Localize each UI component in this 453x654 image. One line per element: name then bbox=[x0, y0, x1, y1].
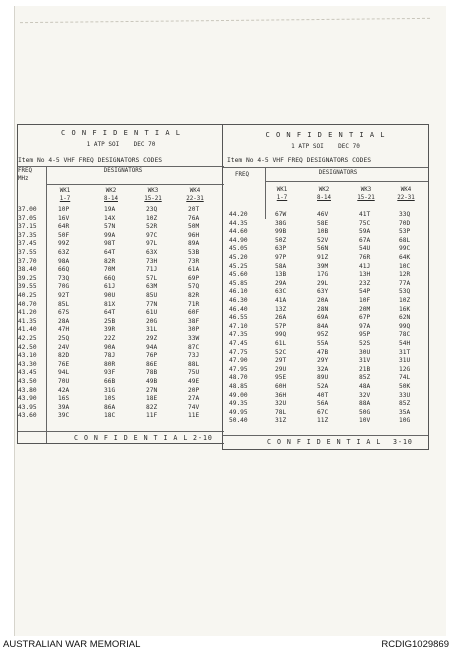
right-code-cell: 67A bbox=[359, 236, 371, 244]
left-code-cell: 66B bbox=[104, 378, 116, 385]
left-code-cell: 97L bbox=[146, 240, 158, 248]
left-footer-confidential: C O N F I D E N T I A L bbox=[74, 434, 189, 442]
right-code-cell: 50G bbox=[359, 408, 371, 416]
left-freq-divider bbox=[46, 166, 47, 443]
left-freq-cell: 37.70 bbox=[18, 257, 37, 265]
right-code-cell: 53P bbox=[399, 228, 411, 236]
right-freq-cell: 49.35 bbox=[229, 400, 248, 408]
left-code-cell: 29Z bbox=[146, 335, 158, 342]
left-code-cell: 75U bbox=[188, 369, 200, 377]
left-week-range: 22-31 bbox=[186, 196, 204, 202]
left-code-cell: 28A bbox=[58, 317, 70, 325]
left-freq-cell: 43.95 bbox=[18, 403, 37, 411]
left-code-cell: 90U bbox=[104, 292, 116, 299]
left-code-cell: 81X bbox=[104, 300, 116, 308]
right-code-cell: 10V bbox=[359, 417, 371, 425]
left-code-cell: 50F bbox=[58, 231, 70, 239]
right-freq-cell: 47.95 bbox=[229, 365, 248, 373]
left-code-cell: 92T bbox=[58, 292, 70, 299]
left-week-header: WK4 bbox=[189, 188, 201, 194]
left-freq-cell: 38.40 bbox=[18, 266, 37, 274]
left-code-cell: 86E bbox=[146, 360, 158, 368]
right-code-cell: 95P bbox=[359, 331, 371, 339]
right-freq-cell: 45.25 bbox=[229, 262, 248, 270]
left-code-cell: 63Z bbox=[58, 249, 70, 256]
left-freq-label: FREQ bbox=[18, 168, 32, 174]
left-freq-cell: 40.70 bbox=[18, 300, 37, 308]
right-code-cell: 29L bbox=[317, 279, 329, 287]
right-freq-cell: 47.75 bbox=[229, 348, 248, 356]
left-code-cell: 63M bbox=[146, 283, 158, 291]
left-code-cell: 73J bbox=[188, 352, 200, 360]
right-code-cell: 50K bbox=[399, 383, 411, 390]
right-code-cell: 12G bbox=[399, 365, 411, 373]
right-code-cell: 60H bbox=[275, 383, 287, 390]
left-code-cell: 47H bbox=[58, 326, 70, 334]
right-code-cell: 70D bbox=[399, 219, 411, 227]
left-code-cell: 27N bbox=[146, 386, 158, 394]
right-code-cell: 88A bbox=[359, 400, 371, 408]
left-code-cell: 10Z bbox=[146, 214, 158, 222]
left-week-range: 15-21 bbox=[144, 196, 162, 202]
right-code-cell: 29U bbox=[275, 365, 287, 373]
left-code-cell: 53B bbox=[188, 249, 200, 256]
right-code-cell: 62N bbox=[399, 314, 411, 322]
left-code-cell: 11E bbox=[188, 412, 200, 420]
left-code-cell: 70M bbox=[104, 266, 116, 274]
right-code-cell: 13Z bbox=[275, 305, 287, 313]
left-code-cell: 66Q bbox=[104, 274, 116, 282]
left-code-cell: 97C bbox=[146, 231, 158, 239]
archive-id-label: RCDIG1029869 bbox=[381, 639, 449, 650]
right-code-cell: 35A bbox=[399, 408, 411, 416]
right-code-cell: 31U bbox=[399, 357, 411, 365]
right-freq-cell: 45.20 bbox=[229, 254, 248, 261]
right-week-header: WK3 bbox=[360, 187, 372, 193]
right-code-cell: 95Z bbox=[317, 331, 329, 339]
right-code-cell: 52C bbox=[275, 348, 287, 356]
right-code-cell: 67C bbox=[317, 408, 329, 416]
right-code-cell: 29T bbox=[275, 357, 287, 365]
right-code-cell: 85Z bbox=[359, 374, 371, 382]
right-code-cell: 16K bbox=[399, 305, 411, 313]
left-rule-2 bbox=[46, 184, 224, 185]
left-page-number: 2-10 bbox=[193, 434, 213, 442]
left-freq-cell: 42.25 bbox=[18, 335, 37, 342]
left-subtitle bbox=[18, 140, 224, 149]
right-code-cell: 99Q bbox=[399, 322, 411, 330]
right-code-cell: 78L bbox=[275, 408, 287, 416]
left-code-cell: 60F bbox=[188, 309, 200, 317]
right-title: C O N F I D E N T I A L bbox=[265, 131, 386, 139]
left-code-cell: 11F bbox=[146, 412, 158, 420]
right-code-cell: 47B bbox=[317, 348, 329, 356]
left-freq-cell: 43.80 bbox=[18, 386, 37, 394]
left-subtitle-b: DEC 70 bbox=[133, 141, 156, 148]
left-code-cell: 76E bbox=[58, 360, 70, 368]
right-subtitle bbox=[223, 142, 428, 151]
left-code-cell: 99A bbox=[104, 231, 116, 239]
right-code-cell: 21B bbox=[359, 365, 371, 373]
left-code-cell: 67S bbox=[58, 309, 70, 317]
right-code-cell: 31T bbox=[399, 348, 411, 356]
right-freq-cell: 45.85 bbox=[229, 279, 248, 287]
left-code-cell: 42A bbox=[58, 386, 70, 394]
left-code-cell: 90A bbox=[104, 343, 116, 351]
right-code-cell: 20A bbox=[317, 297, 329, 304]
right-freq-cell: 46.55 bbox=[229, 314, 248, 322]
right-code-cell: 99C bbox=[399, 245, 411, 253]
right-code-cell: 54P bbox=[359, 288, 371, 296]
left-code-cell: 49E bbox=[188, 378, 200, 385]
left-code-cell: 94A bbox=[146, 343, 158, 351]
right-code-cell: 28N bbox=[317, 305, 329, 313]
right-code-cell: 89U bbox=[317, 374, 329, 382]
left-code-cell: 24V bbox=[58, 343, 70, 351]
right-code-cell: 84A bbox=[317, 322, 329, 330]
right-code-cell: 97A bbox=[359, 322, 371, 330]
left-code-cell: 64T bbox=[104, 309, 116, 317]
left-code-cell: 39A bbox=[58, 403, 70, 411]
left-code-cell: 73R bbox=[188, 257, 200, 265]
right-designators-label: DESIGNATORS bbox=[318, 170, 358, 176]
right-code-cell: 26A bbox=[275, 314, 287, 322]
left-code-cell: 94L bbox=[58, 369, 70, 377]
right-code-cell: 32U bbox=[275, 400, 287, 408]
left-code-cell: 93F bbox=[104, 369, 116, 377]
left-code-cell: 33W bbox=[188, 335, 200, 342]
left-rule bbox=[18, 166, 224, 167]
left-code-cell: 61A bbox=[188, 266, 200, 274]
left-code-cell: 19A bbox=[104, 206, 116, 213]
left-code-cell: 20P bbox=[188, 386, 200, 394]
left-code-cell: 38F bbox=[188, 317, 200, 325]
left-freq-cell: 41.35 bbox=[18, 317, 37, 325]
right-code-cell: 63P bbox=[275, 245, 287, 253]
right-freq-cell: 49.95 bbox=[229, 408, 248, 416]
right-code-cell: 41T bbox=[359, 211, 371, 218]
right-page-number: 3-10 bbox=[393, 438, 413, 446]
right-freq-cell: 44.90 bbox=[229, 236, 248, 244]
left-mhz-label: MHz bbox=[18, 176, 29, 182]
right-code-cell: 36H bbox=[275, 391, 287, 399]
left-code-cell: 14X bbox=[104, 214, 116, 222]
left-bottom-rule bbox=[18, 431, 224, 432]
left-freq-cell: 43.45 bbox=[18, 369, 37, 377]
left-code-cell: 50M bbox=[188, 223, 200, 231]
right-code-cell: 95E bbox=[275, 374, 287, 382]
right-code-cell: 55A bbox=[317, 340, 329, 347]
left-freq-cell: 37.15 bbox=[18, 223, 37, 231]
left-code-cell: 71R bbox=[188, 300, 200, 308]
right-freq-cell: 48.85 bbox=[229, 383, 248, 390]
left-code-cell: 85L bbox=[58, 300, 70, 308]
right-freq-cell: 48.70 bbox=[229, 374, 248, 382]
right-code-cell: 10B bbox=[317, 228, 329, 236]
left-code-cell: 63X bbox=[146, 249, 158, 256]
right-code-cell: 29A bbox=[275, 279, 287, 287]
right-code-cell: 31V bbox=[359, 357, 371, 365]
right-item-heading: Item No 4-5 VHF FREQ DESIGNATORS CODES bbox=[227, 157, 372, 164]
right-code-cell: 41A bbox=[275, 297, 287, 304]
right-code-cell: 54H bbox=[399, 340, 411, 347]
right-freq-label: FREQ bbox=[235, 172, 249, 178]
left-code-cell: 39C bbox=[58, 412, 70, 420]
left-code-cell: 64R bbox=[58, 223, 70, 231]
right-code-cell: 52S bbox=[359, 340, 371, 347]
left-code-cell: 61U bbox=[146, 309, 158, 317]
right-rule bbox=[223, 167, 428, 168]
right-code-cell: 52A bbox=[317, 383, 329, 390]
right-bottom-rule bbox=[223, 435, 428, 436]
left-code-cell: 25Q bbox=[58, 335, 70, 342]
left-code-cell: 82R bbox=[104, 257, 116, 265]
left-code-cell: 70G bbox=[58, 283, 70, 291]
left-week-header: WK3 bbox=[147, 188, 159, 194]
left-code-cell: 66Q bbox=[58, 266, 70, 274]
left-code-cell: 88L bbox=[188, 360, 200, 368]
right-freq-cell: 44.20 bbox=[229, 211, 248, 218]
left-freq-cell: 42.50 bbox=[18, 343, 37, 351]
left-freq-cell: 41.40 bbox=[18, 326, 37, 334]
left-code-cell: 99Z bbox=[58, 240, 70, 248]
right-code-cell: 39M bbox=[317, 262, 329, 270]
right-code-cell: 10F bbox=[359, 297, 371, 304]
right-code-cell: 50Z bbox=[275, 236, 287, 244]
left-code-cell: 76A bbox=[188, 214, 200, 222]
right-code-cell: 48A bbox=[359, 383, 371, 390]
right-code-cell: 63Y bbox=[317, 288, 329, 296]
right-code-cell: 13B bbox=[275, 271, 287, 279]
left-code-cell: 86A bbox=[104, 403, 116, 411]
right-code-cell: 11Z bbox=[317, 417, 329, 425]
right-week-range: 8-14 bbox=[317, 195, 331, 201]
right-freq-divider bbox=[265, 167, 266, 219]
left-freq-cell: 40.25 bbox=[18, 292, 37, 299]
right-code-cell: 10G bbox=[399, 417, 411, 425]
right-footer-confidential: C O N F I D E N T I A L bbox=[267, 438, 382, 446]
right-code-cell: 53Q bbox=[399, 288, 411, 296]
left-freq-cell: 39.25 bbox=[18, 274, 37, 282]
left-freq-cell: 37.55 bbox=[18, 249, 37, 256]
right-freq-cell: 50.40 bbox=[229, 417, 248, 425]
left-code-cell: 52R bbox=[146, 223, 158, 231]
right-code-cell: 63C bbox=[275, 288, 287, 296]
right-freq-cell: 46.10 bbox=[229, 288, 248, 296]
right-code-cell: 74L bbox=[399, 374, 411, 382]
left-code-table bbox=[17, 124, 224, 444]
left-code-cell: 25B bbox=[104, 317, 116, 325]
left-freq-cell: 43.60 bbox=[18, 412, 37, 420]
left-subtitle-a: 1 ATP SOI bbox=[86, 141, 120, 148]
right-week-range: 15-21 bbox=[357, 195, 375, 201]
right-code-cell: 30U bbox=[359, 348, 371, 356]
left-code-cell: 49B bbox=[146, 378, 158, 385]
right-rule-2 bbox=[265, 181, 428, 182]
right-code-cell: 64K bbox=[399, 254, 411, 261]
left-designators-label: DESIGNATORS bbox=[103, 168, 143, 174]
left-code-cell: 10S bbox=[104, 395, 116, 403]
left-freq-cell: 43.30 bbox=[18, 360, 37, 368]
right-code-cell: 17G bbox=[317, 271, 329, 279]
right-code-cell: 32A bbox=[317, 365, 329, 373]
right-freq-cell: 44.60 bbox=[229, 228, 248, 236]
right-code-cell: 69A bbox=[317, 314, 329, 322]
left-code-cell: 78J bbox=[104, 352, 116, 360]
right-code-cell: 99B bbox=[275, 228, 287, 236]
left-week-header: WK2 bbox=[105, 188, 117, 194]
right-code-cell: 77A bbox=[399, 279, 411, 287]
left-code-cell: 82R bbox=[188, 292, 200, 299]
left-code-cell: 16V bbox=[58, 214, 70, 222]
right-code-cell: 54U bbox=[359, 245, 371, 253]
left-freq-cell: 43.90 bbox=[18, 395, 37, 403]
right-week-range: 22-31 bbox=[397, 195, 415, 201]
right-week-header: WK2 bbox=[318, 187, 330, 193]
left-code-cell: 64T bbox=[104, 249, 116, 256]
left-code-cell: 73Q bbox=[58, 274, 70, 282]
left-week-range: 1-7 bbox=[59, 196, 71, 202]
right-code-cell: 29Y bbox=[317, 357, 329, 365]
left-item-heading: Item No 4-5 VHF FREQ DESIGNATORS CODES bbox=[18, 157, 163, 164]
right-code-cell: 12R bbox=[399, 271, 411, 279]
right-code-cell: 97P bbox=[275, 254, 287, 261]
right-code-cell: 41J bbox=[359, 262, 371, 270]
left-code-cell: 57N bbox=[104, 223, 116, 231]
right-code-cell: 33Q bbox=[399, 211, 411, 218]
left-code-cell: 98T bbox=[104, 240, 116, 248]
left-code-cell: 78B bbox=[146, 369, 158, 377]
right-code-cell: 31Z bbox=[275, 417, 287, 425]
right-week-range: 1-7 bbox=[276, 195, 288, 201]
left-code-cell: 31G bbox=[104, 386, 116, 394]
left-freq-cell: 37.35 bbox=[18, 231, 37, 239]
left-code-cell: 16S bbox=[58, 395, 70, 403]
right-freq-cell: 44.35 bbox=[229, 219, 248, 227]
left-code-cell: 77N bbox=[146, 300, 158, 308]
left-code-cell: 82Z bbox=[146, 403, 158, 411]
left-code-cell: 74V bbox=[188, 403, 200, 411]
left-title: C O N F I D E N T I A L bbox=[61, 129, 181, 137]
right-code-cell: 33U bbox=[399, 391, 411, 399]
right-code-cell: 32V bbox=[359, 391, 371, 399]
right-freq-cell: 45.60 bbox=[229, 271, 248, 279]
left-code-cell: 10P bbox=[58, 206, 70, 213]
right-week-header: WK1 bbox=[276, 187, 288, 193]
right-code-table bbox=[222, 124, 429, 450]
right-subtitle-a: 1 ATP SOI bbox=[291, 143, 324, 150]
right-code-cell: 56N bbox=[317, 245, 329, 253]
right-code-cell: 75C bbox=[359, 219, 371, 227]
right-code-cell: 13H bbox=[359, 271, 371, 279]
right-code-cell: 58E bbox=[317, 219, 329, 227]
left-freq-cell: 41.20 bbox=[18, 309, 37, 317]
right-code-cell: 56A bbox=[317, 400, 329, 408]
left-code-cell: 73H bbox=[146, 257, 158, 265]
left-code-cell: 76P bbox=[146, 352, 158, 360]
right-code-cell: 23Z bbox=[359, 279, 371, 287]
left-code-cell: 20G bbox=[146, 317, 158, 325]
right-code-cell: 61L bbox=[275, 340, 287, 347]
right-code-cell: 38G bbox=[275, 219, 287, 227]
right-freq-cell: 46.40 bbox=[229, 305, 248, 313]
left-code-cell: 71J bbox=[146, 266, 158, 274]
right-freq-cell: 46.30 bbox=[229, 297, 248, 304]
right-code-cell: 76R bbox=[359, 254, 371, 261]
right-subtitle-b: DEC 70 bbox=[338, 143, 360, 150]
left-code-cell: 31L bbox=[146, 326, 158, 334]
right-code-cell: 67W bbox=[275, 211, 287, 218]
left-freq-cell: 43.10 bbox=[18, 352, 37, 360]
left-code-cell: 70U bbox=[58, 378, 70, 385]
left-code-cell: 20T bbox=[188, 206, 200, 213]
left-code-cell: 89A bbox=[188, 240, 200, 248]
right-freq-cell: 47.10 bbox=[229, 322, 248, 330]
right-code-cell: 59A bbox=[359, 228, 371, 236]
left-code-cell: 18C bbox=[104, 412, 116, 420]
left-code-cell: 27A bbox=[188, 395, 200, 403]
left-code-cell: 80R bbox=[104, 360, 116, 368]
right-code-cell: 85Z bbox=[399, 400, 411, 408]
right-code-cell: 58A bbox=[275, 262, 287, 270]
left-code-cell: 87C bbox=[188, 343, 200, 351]
right-code-cell: 52V bbox=[317, 236, 329, 244]
right-code-cell: 46V bbox=[317, 211, 329, 218]
right-freq-cell: 47.35 bbox=[229, 331, 248, 339]
right-week-header: WK4 bbox=[400, 187, 412, 193]
left-week-range: 8-14 bbox=[104, 196, 118, 202]
left-code-cell: 23Q bbox=[146, 206, 158, 213]
right-freq-cell: 47.90 bbox=[229, 357, 248, 365]
left-freq-cell: 37.00 bbox=[18, 206, 37, 213]
right-code-cell: 40T bbox=[317, 391, 329, 399]
left-code-cell: 96H bbox=[188, 231, 200, 239]
left-code-cell: 82D bbox=[58, 352, 70, 360]
left-code-cell: 57L bbox=[146, 274, 158, 282]
right-freq-cell: 49.00 bbox=[229, 391, 248, 399]
right-freq-cell: 45.05 bbox=[229, 245, 248, 253]
left-code-cell: 57Q bbox=[188, 283, 200, 291]
right-code-cell: 67P bbox=[359, 314, 371, 322]
right-code-cell: 91Z bbox=[317, 254, 329, 261]
left-code-cell: 98A bbox=[58, 257, 70, 265]
left-code-cell: 61J bbox=[104, 283, 116, 291]
right-code-cell: 68L bbox=[399, 236, 411, 244]
left-freq-cell: 39.55 bbox=[18, 283, 37, 291]
left-freq-cell: 43.50 bbox=[18, 378, 37, 385]
left-code-cell: 39R bbox=[104, 326, 116, 334]
right-code-cell: 99Q bbox=[275, 331, 287, 339]
left-freq-cell: 37.45 bbox=[18, 240, 37, 248]
right-code-cell: 10C bbox=[399, 262, 411, 270]
right-code-cell: 57P bbox=[275, 322, 287, 330]
right-code-cell: 20M bbox=[359, 305, 371, 313]
left-code-cell: 22Z bbox=[104, 335, 116, 342]
left-code-cell: 18E bbox=[146, 395, 158, 403]
archive-source-label: AUSTRALIAN WAR MEMORIAL bbox=[3, 639, 141, 650]
left-code-cell: 30P bbox=[188, 326, 200, 334]
left-week-header: WK1 bbox=[59, 188, 71, 194]
left-code-cell: 85U bbox=[146, 292, 158, 299]
right-code-cell: 78C bbox=[399, 331, 411, 339]
right-code-cell: 10Z bbox=[399, 297, 411, 304]
left-code-cell: 69P bbox=[188, 274, 200, 282]
left-freq-cell: 37.05 bbox=[18, 214, 37, 222]
right-freq-cell: 47.45 bbox=[229, 340, 248, 347]
